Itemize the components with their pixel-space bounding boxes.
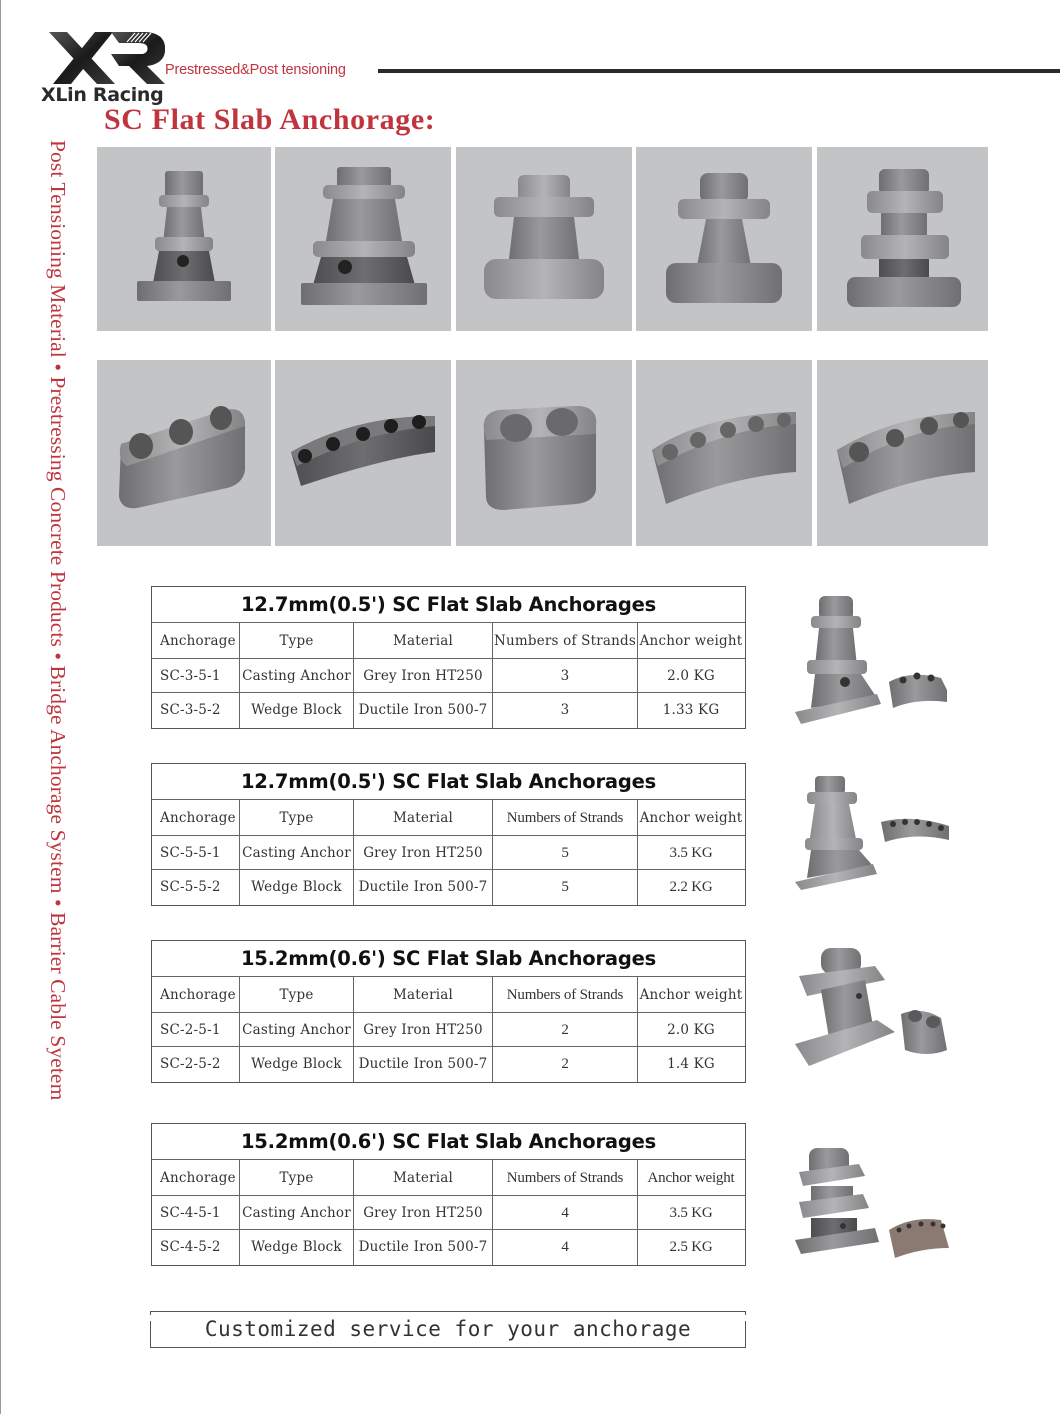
anchor-and-wedge-image: [781, 770, 961, 920]
table-row: [152, 870, 745, 905]
table-row: [152, 659, 745, 693]
side-category-text: Post Tensioning Material • Prestressing Concrete Products • Bridge Anchorage System • Barrier Cable Syetem: [46, 140, 70, 1101]
cell-type: Casting Anchor: [240, 836, 354, 869]
page-title: SC Flat Slab Anchorage:: [104, 103, 436, 136]
casting-anchor-image: [275, 147, 451, 331]
table-row: [152, 693, 745, 728]
header-type: Type: [240, 800, 354, 835]
cell-anchorage: SC-5-5-2: [152, 870, 240, 905]
cell-strands: 3: [493, 659, 638, 692]
header-material: Material: [354, 623, 493, 658]
anchor-and-wedge-image: [781, 1130, 961, 1280]
header-weight: Anchor weight: [639, 633, 743, 649]
header-divider: [378, 69, 1060, 73]
product-image-sc-5: [781, 770, 961, 920]
cell-strands: 2: [493, 1047, 638, 1082]
cell-material: Ductile Iron 500-7: [354, 870, 493, 905]
product-image-sc-4: [781, 1130, 961, 1280]
cell-weight: 2.5 KG: [669, 1239, 713, 1255]
cell-anchorage: SC-3-5-2: [152, 693, 240, 728]
wedge-block-image: [817, 360, 988, 546]
photo-wedge-block-4-hole: [817, 360, 988, 546]
header-anchorage: Anchorage: [152, 977, 240, 1012]
cell-material: Grey Iron HT250: [354, 1013, 493, 1046]
cell-material: Grey Iron HT250: [354, 659, 493, 692]
header-anchorage: Anchorage: [152, 623, 240, 658]
cell-anchorage: SC-4-5-2: [152, 1230, 240, 1265]
table-title: 15.2mm(0.6') SC Flat Slab Anchorages: [152, 1124, 745, 1160]
table-row: [152, 836, 745, 870]
cell-weight: 2.0 KG: [667, 668, 715, 684]
table-header-row: [152, 623, 745, 659]
header-weight: Anchor weight: [639, 987, 743, 1003]
cell-weight: 1.4 KG: [667, 1056, 715, 1072]
photo-casting-anchor-flared: [636, 147, 812, 331]
customized-service-banner: [150, 1311, 746, 1348]
cell-strands: 4: [493, 1230, 638, 1265]
casting-anchor-image: [456, 147, 632, 331]
cell-type: Wedge Block: [240, 693, 354, 728]
cell-material: Grey Iron HT250: [354, 836, 493, 869]
cell-anchorage: SC-4-5-1: [152, 1196, 240, 1229]
cell-material: Ductile Iron 500-7: [354, 1047, 493, 1082]
cell-anchorage: SC-5-5-1: [152, 836, 240, 869]
photo-casting-anchor-3-strand: [97, 147, 271, 331]
casting-anchor-image: [817, 147, 988, 331]
header-type: Type: [240, 977, 354, 1012]
photo-wedge-block-5-hole-dark: [275, 360, 451, 546]
xr-logo-mark-icon: [49, 30, 165, 86]
cell-weight: 3.5 KG: [669, 845, 713, 861]
header-anchorage: Anchorage: [152, 1160, 240, 1195]
header-type: Type: [240, 623, 354, 658]
photo-wedge-block-3-hole: [97, 360, 271, 546]
header-material: Material: [354, 977, 493, 1012]
cell-type: Wedge Block: [240, 870, 354, 905]
cell-strands: 3: [493, 693, 638, 728]
spec-table-sc-2: [151, 940, 746, 1083]
anchor-and-wedge-image: [781, 590, 961, 740]
table-title: 12.7mm(0.5') SC Flat Slab Anchorages: [152, 764, 745, 800]
cell-anchorage: SC-2-5-1: [152, 1013, 240, 1046]
header-strands: Numbers of Strands: [493, 977, 638, 1012]
wedge-block-image: [275, 360, 451, 546]
cell-material: Grey Iron HT250: [354, 1196, 493, 1229]
logo-text: XLin Racing: [41, 84, 164, 106]
cell-type: Wedge Block: [240, 1047, 354, 1082]
cell-type: Wedge Block: [240, 1230, 354, 1265]
anchor-and-wedge-image: [781, 940, 961, 1090]
casting-anchor-image: [636, 147, 812, 331]
photo-casting-anchor-5-strand: [275, 147, 451, 331]
cell-anchorage: SC-3-5-1: [152, 659, 240, 692]
cell-material: Ductile Iron 500-7: [354, 1230, 493, 1265]
wedge-block-image: [456, 360, 632, 546]
cell-anchorage: SC-2-5-2: [152, 1047, 240, 1082]
photo-wedge-block-5-hole: [636, 360, 812, 546]
table-row: [152, 1196, 745, 1230]
table-header-row: [152, 1160, 745, 1196]
photo-wedge-block-2-hole: [456, 360, 632, 546]
cell-material: Ductile Iron 500-7: [354, 693, 493, 728]
product-image-sc-3: [781, 590, 961, 740]
table-title: 12.7mm(0.5') SC Flat Slab Anchorages: [152, 587, 745, 623]
spec-table-sc-4: [151, 1123, 746, 1266]
wedge-block-image: [97, 360, 271, 546]
header-strands: Numbers of Strands: [493, 1160, 638, 1195]
header-material: Material: [354, 800, 493, 835]
table-header-row: [152, 800, 745, 836]
table-row: [152, 1047, 745, 1082]
cell-type: Casting Anchor: [240, 1196, 354, 1229]
cell-strands: 4: [493, 1196, 638, 1229]
spec-table-sc-3: [151, 586, 746, 729]
photo-casting-anchor-2-strand: [456, 147, 632, 331]
header-type: Type: [240, 1160, 354, 1195]
spec-table-sc-5: [151, 763, 746, 906]
table-row: [152, 1230, 745, 1265]
header-material: Material: [354, 1160, 493, 1195]
cell-weight: 2.0 KG: [667, 1022, 715, 1038]
footer-text: Customized service for your anchorage: [204, 1317, 692, 1341]
cell-weight: 3.5 KG: [669, 1205, 713, 1221]
cell-weight: 1.33 KG: [662, 702, 720, 718]
header-strands: Numbers of Strands: [493, 800, 638, 835]
cell-strands: 2: [493, 1013, 638, 1046]
cell-type: Casting Anchor: [240, 1013, 354, 1046]
cell-strands: 5: [493, 836, 638, 869]
company-logo: [41, 28, 171, 108]
header-strands: Numbers of Strands: [493, 623, 638, 658]
cell-type: Casting Anchor: [240, 659, 354, 692]
product-image-sc-2: [781, 940, 961, 1090]
tagline: Prestressed&Post tensioning: [165, 62, 346, 78]
photo-casting-anchor-4-strand: [817, 147, 988, 331]
header-weight: Anchor weight: [647, 1170, 735, 1186]
table-title: 15.2mm(0.6') SC Flat Slab Anchorages: [152, 941, 745, 977]
cell-strands: 5: [493, 870, 638, 905]
header-weight: Anchor weight: [639, 810, 743, 826]
cell-weight: 2.2 KG: [669, 879, 713, 895]
wedge-block-image: [636, 360, 812, 546]
table-row: [152, 1013, 745, 1047]
table-header-row: [152, 977, 745, 1013]
casting-anchor-image: [97, 147, 271, 331]
header-anchorage: Anchorage: [152, 800, 240, 835]
